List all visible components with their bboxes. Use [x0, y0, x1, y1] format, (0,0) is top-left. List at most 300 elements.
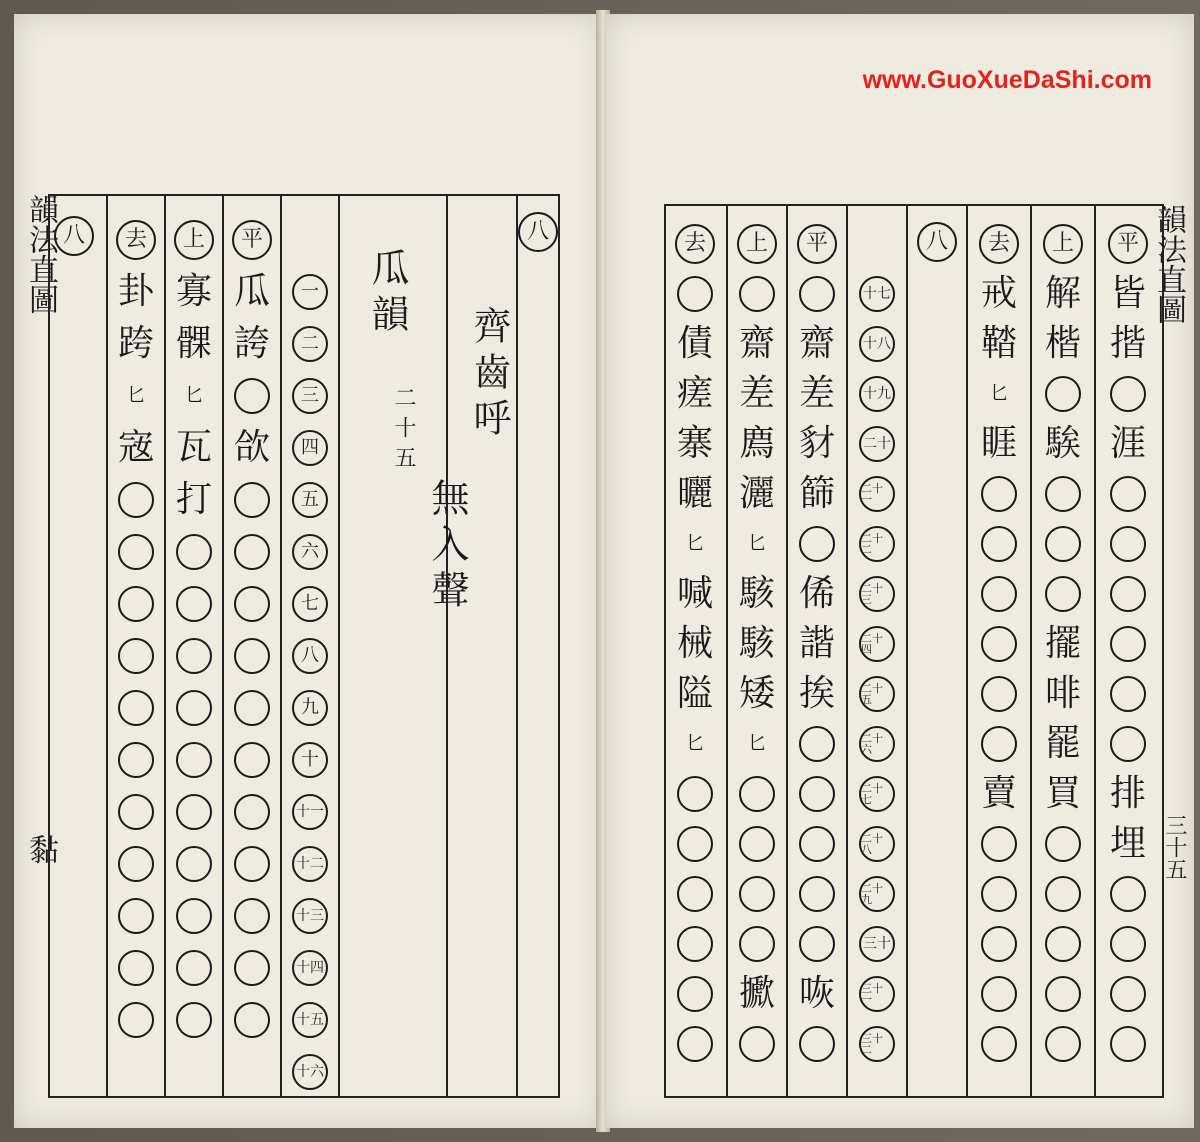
- empty-circle: [677, 1026, 713, 1062]
- glyph: 揩: [1109, 323, 1146, 364]
- glyph-cell: [230, 528, 274, 576]
- glyph: 瘥: [676, 373, 713, 414]
- empty-circle: [739, 776, 775, 812]
- glyph-cell: [735, 470, 779, 518]
- glyph-cell: [114, 944, 158, 992]
- glyph: 匕: [686, 533, 704, 554]
- heading-line1: 齊齒呼: [467, 306, 511, 444]
- empty-circle: [118, 950, 154, 986]
- glyph-cell: [735, 720, 779, 768]
- empty-circle: [1110, 926, 1146, 962]
- glyph-cell: [230, 476, 274, 524]
- glyph-cell: [172, 528, 216, 576]
- tone-marker: 平: [232, 220, 272, 260]
- empty-circle: [799, 1026, 835, 1062]
- glyph: 債: [676, 323, 713, 364]
- glyph-cell: [977, 820, 1021, 868]
- glyph: 篩: [798, 473, 835, 514]
- empty-circle: [234, 638, 270, 674]
- glyph-cell: [795, 320, 839, 368]
- glyph-cell: [1041, 320, 1085, 368]
- glyph-cell: [114, 476, 158, 524]
- glyph: 曬: [676, 473, 713, 514]
- glyph-cell: [673, 870, 717, 918]
- number-circle: 二: [292, 326, 328, 362]
- glyph: 廌: [738, 423, 775, 464]
- number-circle: 十七: [859, 276, 895, 312]
- empty-circle: [176, 534, 212, 570]
- glyph-cell: [795, 270, 839, 318]
- number-circle: 六: [292, 534, 328, 570]
- glyph: 匕: [127, 385, 145, 406]
- glyph-cell: [977, 870, 1021, 918]
- glyph-cell: [114, 372, 158, 420]
- glyph-cell: [172, 736, 216, 784]
- glyph-cell: [172, 320, 216, 368]
- empty-circle: [118, 586, 154, 622]
- glyph: 埋: [1109, 823, 1146, 864]
- glyph-cell: [795, 770, 839, 818]
- glyph-cell: [977, 470, 1021, 518]
- glyph-cell: [795, 920, 839, 968]
- empty-circle: [118, 898, 154, 934]
- glyph-cell: [1106, 620, 1150, 668]
- glyph-cell: [1041, 770, 1085, 818]
- empty-circle: [739, 276, 775, 312]
- right-col-top-shang: [1030, 206, 1094, 1096]
- number-circle: 二十三: [859, 576, 895, 612]
- glyph-cell: [735, 270, 779, 318]
- glyph-cell: [114, 632, 158, 680]
- left-col-rhyme: [338, 196, 446, 1096]
- glyph-cell: [795, 970, 839, 1018]
- empty-circle: [981, 526, 1017, 562]
- tag-circle: 八: [518, 212, 558, 252]
- empty-circle: [981, 1026, 1017, 1062]
- tone-marker: 去: [675, 224, 715, 264]
- glyph: 買: [1044, 773, 1081, 814]
- glyph-cell: [172, 476, 216, 524]
- empty-circle: [118, 638, 154, 674]
- empty-circle: [176, 690, 212, 726]
- glyph-cell: [977, 1020, 1021, 1068]
- glyph-cell: [735, 970, 779, 1018]
- number-circle: 一: [292, 274, 328, 310]
- number-circle: 二十一: [859, 476, 895, 512]
- glyph-cell: [977, 720, 1021, 768]
- glyph-cell: [230, 372, 274, 420]
- glyph-cell: [1106, 920, 1150, 968]
- glyph-cell: [795, 870, 839, 918]
- glyph-cell: [1041, 1020, 1085, 1068]
- glyph-cell: [1041, 620, 1085, 668]
- tone-marker: 上: [1043, 224, 1083, 264]
- right-col-numbers: [846, 206, 906, 1096]
- right-col-bottom-qu: [666, 206, 724, 1096]
- glyph: 咴: [798, 973, 835, 1014]
- empty-circle: [981, 626, 1017, 662]
- glyph-cell: [1106, 770, 1150, 818]
- glyph: 睚: [980, 423, 1017, 464]
- glyph: 鞜: [980, 323, 1017, 364]
- number-circle: 三十二: [859, 1026, 895, 1062]
- glyph-cell: [673, 320, 717, 368]
- empty-circle: [1045, 826, 1081, 862]
- right-margin-bottom: 三十五: [1162, 814, 1187, 880]
- empty-circle: [1110, 976, 1146, 1012]
- number-circle: 二十七: [859, 776, 895, 812]
- empty-circle: [176, 586, 212, 622]
- glyph-cell: [735, 670, 779, 718]
- glyph: 矮: [738, 673, 775, 714]
- empty-circle: [118, 690, 154, 726]
- glyph-cell: [114, 892, 158, 940]
- empty-circle: [981, 476, 1017, 512]
- empty-circle: [981, 826, 1017, 862]
- glyph-cell: [795, 520, 839, 568]
- empty-circle: [981, 576, 1017, 612]
- left-col-ping: [222, 196, 280, 1096]
- glyph-cell: [735, 370, 779, 418]
- glyph: 宼: [117, 427, 154, 468]
- glyph-cell: [735, 420, 779, 468]
- glyph-cell: [114, 424, 158, 472]
- glyph-cell: [1041, 420, 1085, 468]
- empty-circle: [176, 898, 212, 934]
- glyph-cell: [977, 420, 1021, 468]
- glyph: 罷: [1044, 723, 1081, 764]
- glyph: 駭: [738, 573, 775, 614]
- empty-circle: [176, 742, 212, 778]
- glyph-cell: [1106, 970, 1150, 1018]
- glyph-cell: [673, 420, 717, 468]
- glyph-cell: [1106, 520, 1150, 568]
- glyph-cell: [230, 320, 274, 368]
- empty-circle: [677, 776, 713, 812]
- empty-circle: [1045, 526, 1081, 562]
- glyph-cell: [1041, 670, 1085, 718]
- glyph-cell: [795, 620, 839, 668]
- glyph-cell: [114, 788, 158, 836]
- empty-circle: [118, 482, 154, 518]
- glyph: 寨: [676, 423, 713, 464]
- glyph-cell: [172, 372, 216, 420]
- glyph-cell: [114, 528, 158, 576]
- empty-circle: [234, 846, 270, 882]
- empty-circle: [118, 1002, 154, 1038]
- glyph-cell: [1106, 470, 1150, 518]
- glyph: 寡: [175, 271, 212, 312]
- glyph: 差: [738, 373, 775, 414]
- glyph: 排: [1109, 773, 1146, 814]
- glyph-cell: [795, 370, 839, 418]
- tone-marker: 上: [737, 224, 777, 264]
- glyph-cell: [230, 788, 274, 836]
- glyph-cell: [172, 268, 216, 316]
- empty-circle: [234, 482, 270, 518]
- glyph-cell: [735, 870, 779, 918]
- glyph-cell: [230, 996, 274, 1044]
- empty-circle: [1045, 926, 1081, 962]
- glyph-cell: [977, 270, 1021, 318]
- glyph-cell: [735, 920, 779, 968]
- glyph: 俙: [798, 573, 835, 614]
- tone-marker: 去: [979, 224, 1019, 264]
- glyph-cell: [172, 424, 216, 472]
- glyph-cell: [795, 820, 839, 868]
- glyph-cell: [230, 424, 274, 472]
- glyph-cell: [1106, 270, 1150, 318]
- glyph-cell: [230, 736, 274, 784]
- empty-circle: [1110, 476, 1146, 512]
- empty-circle: [118, 794, 154, 830]
- watermark: www.GuoXueDaShi.com: [862, 66, 1152, 94]
- glyph-cell: [230, 684, 274, 732]
- empty-circle: [677, 926, 713, 962]
- glyph-cell: [1041, 470, 1085, 518]
- right-page: [606, 14, 1194, 1128]
- glyph-cell: [977, 920, 1021, 968]
- number-circle: 二十二: [859, 526, 895, 562]
- tone-marker: 上: [174, 220, 214, 260]
- number-circle: 八: [292, 638, 328, 674]
- glyph: 灑: [738, 473, 775, 514]
- glyph-cell: [795, 470, 839, 518]
- number-circle: 二十八: [859, 826, 895, 862]
- glyph-cell: [673, 470, 717, 518]
- glyph: 擺: [1044, 623, 1081, 664]
- empty-circle: [799, 926, 835, 962]
- glyph-cell: [114, 684, 158, 732]
- empty-circle: [739, 876, 775, 912]
- tone-marker: 平: [797, 224, 837, 264]
- empty-circle: [176, 950, 212, 986]
- glyph-cell: [114, 840, 158, 888]
- empty-circle: [234, 378, 270, 414]
- glyph-cell: [735, 320, 779, 368]
- glyph-cell: [977, 520, 1021, 568]
- empty-circle: [234, 794, 270, 830]
- glyph-cell: [735, 820, 779, 868]
- empty-circle: [981, 976, 1017, 1012]
- glyph-cell: [673, 270, 717, 318]
- empty-circle: [176, 638, 212, 674]
- number-circle: 三十: [859, 926, 895, 962]
- glyph: 齋: [798, 323, 835, 364]
- glyph-cell: [172, 632, 216, 680]
- empty-circle: [118, 846, 154, 882]
- empty-circle: [677, 976, 713, 1012]
- glyph: 擨: [738, 973, 775, 1014]
- glyph-cell: [795, 570, 839, 618]
- glyph-cell: [1106, 320, 1150, 368]
- glyph-cell: [172, 840, 216, 888]
- number-circle: 七: [292, 586, 328, 622]
- empty-circle: [118, 742, 154, 778]
- glyph-cell: [673, 770, 717, 818]
- empty-circle: [234, 898, 270, 934]
- glyph-cell: [230, 632, 274, 680]
- glyph-cell: [172, 996, 216, 1044]
- empty-circle: [799, 776, 835, 812]
- glyph-cell: [172, 788, 216, 836]
- glyph-cell: [673, 720, 717, 768]
- glyph-cell: [1106, 870, 1150, 918]
- number-circle: 十一: [292, 794, 328, 830]
- number-circle: 二十: [859, 426, 895, 462]
- glyph-cell: [977, 320, 1021, 368]
- number-circle: 三: [292, 378, 328, 414]
- right-col-bottom-ping: [786, 206, 846, 1096]
- empty-circle: [1045, 576, 1081, 612]
- left-col-heading: [425, 196, 518, 1096]
- number-circle: 二十五: [859, 676, 895, 712]
- glyph-cell: [673, 970, 717, 1018]
- heading-line2: 無入聲: [425, 478, 469, 616]
- empty-circle: [981, 926, 1017, 962]
- glyph: 挨: [798, 673, 835, 714]
- glyph-cell: [172, 684, 216, 732]
- glyph-cell: [673, 520, 717, 568]
- glyph-cell: [230, 580, 274, 628]
- empty-circle: [118, 534, 154, 570]
- number-circle: 十四: [292, 950, 328, 986]
- glyph: 打: [175, 479, 212, 520]
- glyph-cell: [795, 420, 839, 468]
- tag-circle: 八: [917, 222, 957, 262]
- empty-circle: [234, 1002, 270, 1038]
- glyph-cell: [1041, 970, 1085, 1018]
- glyph-cell: [1041, 870, 1085, 918]
- glyph-cell: [795, 720, 839, 768]
- glyph-cell: [795, 670, 839, 718]
- glyph-cell: [1106, 720, 1150, 768]
- empty-circle: [234, 690, 270, 726]
- glyph-cell: [977, 570, 1021, 618]
- number-circle: 十五: [292, 1002, 328, 1038]
- tone-marker: 去: [116, 220, 156, 260]
- empty-circle: [981, 726, 1017, 762]
- empty-circle: [1110, 676, 1146, 712]
- glyph-cell: [735, 1020, 779, 1068]
- glyph-cell: [977, 670, 1021, 718]
- glyph-cell: [230, 268, 274, 316]
- glyph: 匕: [990, 383, 1008, 404]
- number-circle: 五: [292, 482, 328, 518]
- glyph: 齋: [738, 323, 775, 364]
- glyph: 誇: [233, 323, 270, 364]
- number-circle: 九: [292, 690, 328, 726]
- left-margin-bottom: 黏: [23, 834, 58, 864]
- glyph-cell: [114, 996, 158, 1044]
- glyph: 楷: [1044, 323, 1081, 364]
- number-circle: 十三: [292, 898, 328, 934]
- glyph-cell: [735, 770, 779, 818]
- glyph-cell: [977, 370, 1021, 418]
- empty-circle: [1110, 526, 1146, 562]
- glyph-cell: [1106, 1020, 1150, 1068]
- glyph: 瓜: [233, 271, 270, 312]
- glyph-cell: [1106, 670, 1150, 718]
- glyph: 隘: [676, 673, 713, 714]
- glyph-cell: [1106, 420, 1150, 468]
- empty-circle: [1110, 576, 1146, 612]
- glyph: 匕: [748, 733, 766, 754]
- glyph-cell: [1106, 370, 1150, 418]
- empty-circle: [799, 826, 835, 862]
- left-col-numbers: [280, 196, 338, 1096]
- empty-circle: [799, 526, 835, 562]
- empty-circle: [234, 586, 270, 622]
- glyph-cell: [114, 580, 158, 628]
- glyph: 髁: [175, 323, 212, 364]
- number-circle: 二十六: [859, 726, 895, 762]
- glyph-cell: [230, 944, 274, 992]
- right-margin-title: 韻法直圖: [1151, 204, 1186, 324]
- glyph-cell: [172, 944, 216, 992]
- glyph: 駭: [738, 623, 775, 664]
- empty-circle: [981, 676, 1017, 712]
- glyph: 跨: [117, 323, 154, 364]
- empty-circle: [1110, 726, 1146, 762]
- glyph: 騃: [1044, 423, 1081, 464]
- glyph: 解: [1044, 273, 1081, 314]
- glyph-cell: [172, 580, 216, 628]
- glyph: 豺: [798, 423, 835, 464]
- glyph-cell: [977, 620, 1021, 668]
- empty-circle: [739, 826, 775, 862]
- left-col-qu: [106, 196, 164, 1096]
- glyph: 喊: [676, 573, 713, 614]
- empty-circle: [1110, 626, 1146, 662]
- left-page: [14, 14, 602, 1128]
- glyph-cell: [673, 820, 717, 868]
- rhyme-title: 瓜韻: [365, 248, 409, 340]
- number-circle: 二十四: [859, 626, 895, 662]
- glyph-cell: [673, 920, 717, 968]
- glyph-cell: [673, 670, 717, 718]
- glyph: 皆: [1109, 273, 1146, 314]
- glyph-cell: [1106, 820, 1150, 868]
- glyph-cell: [1041, 370, 1085, 418]
- number-circle: 十八: [859, 326, 895, 362]
- glyph-cell: [114, 320, 158, 368]
- glyph-cell: [114, 736, 158, 784]
- glyph-cell: [673, 370, 717, 418]
- glyph-cell: [735, 620, 779, 668]
- empty-circle: [176, 794, 212, 830]
- glyph: 匕: [748, 533, 766, 554]
- right-col-bottom-shang: [726, 206, 786, 1096]
- empty-circle: [981, 876, 1017, 912]
- empty-circle: [176, 1002, 212, 1038]
- glyph-cell: [1041, 820, 1085, 868]
- glyph: 匕: [686, 733, 704, 754]
- glyph-cell: [1041, 270, 1085, 318]
- empty-circle: [739, 1026, 775, 1062]
- empty-circle: [1045, 376, 1081, 412]
- number-circle: 四: [292, 430, 328, 466]
- glyph-cell: [673, 1020, 717, 1068]
- glyph-cell: [1041, 720, 1085, 768]
- number-circle: 十二: [292, 846, 328, 882]
- number-circle: 十九: [859, 376, 895, 412]
- empty-circle: [799, 876, 835, 912]
- empty-circle: [1045, 1026, 1081, 1062]
- glyph-cell: [673, 620, 717, 668]
- glyph: 械: [676, 623, 713, 664]
- glyph-cell: [172, 892, 216, 940]
